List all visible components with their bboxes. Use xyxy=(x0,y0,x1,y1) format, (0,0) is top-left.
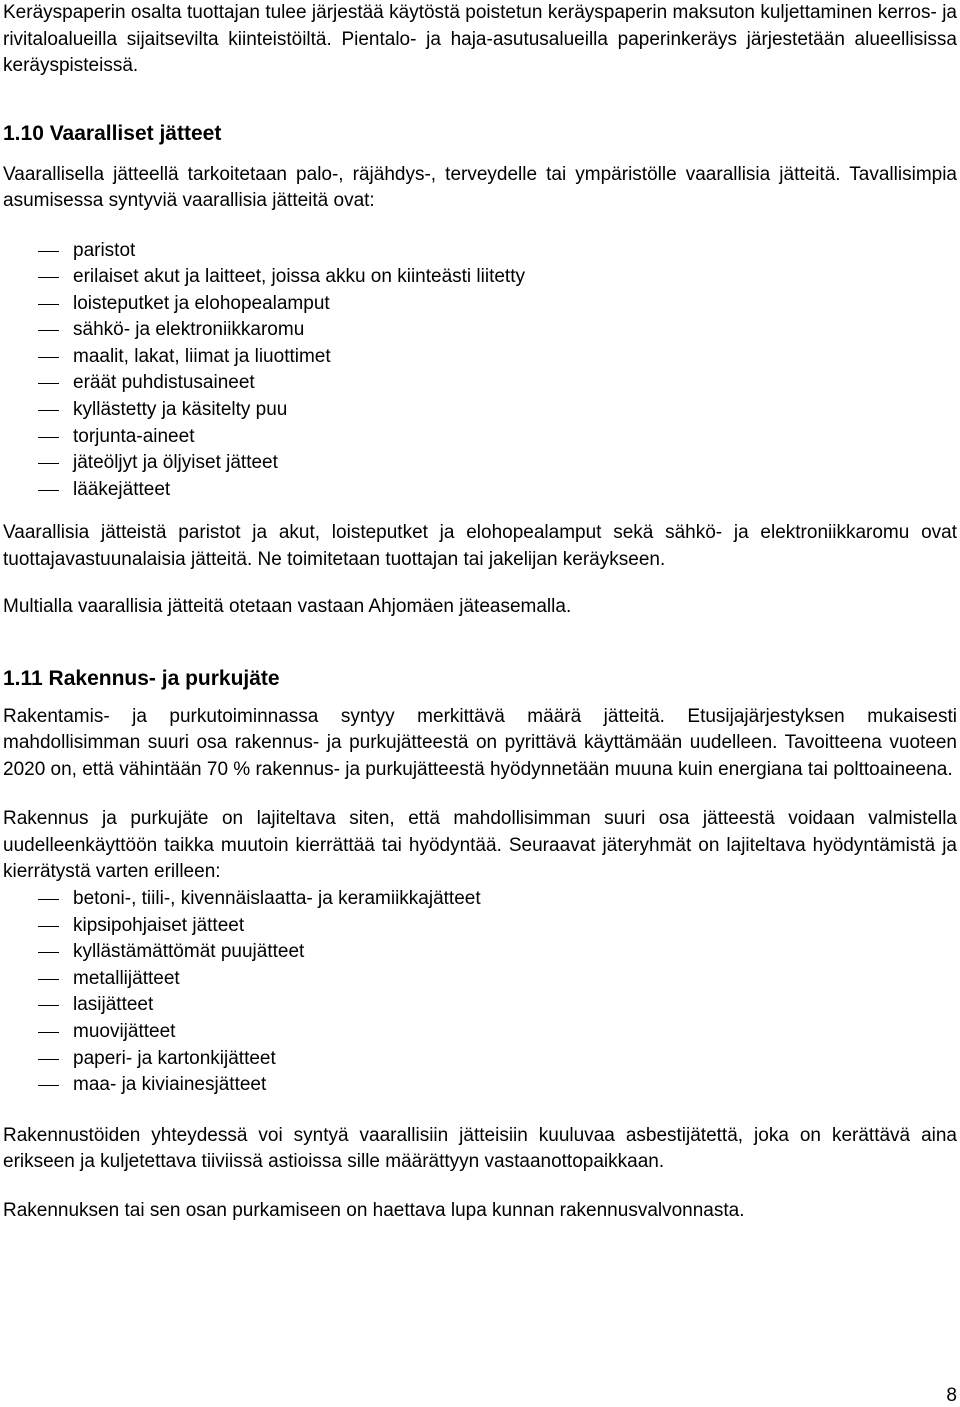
list-item-text: lääkejätteet xyxy=(73,478,171,500)
hazardous-waste-list xyxy=(3,238,957,504)
document-page xyxy=(3,0,957,1224)
construction-waste-paragraph: Rakentamis- ja purkutoiminnassa syntyy merkittävä määrä jätteitä. Etusijajärjestyksen mukaisesti mahdollisimman suuri osa rakennus- ja purkujätteestä on pyrittävä käyttämään uudelleen. Tavoitteena vuoteen 2020 on, että vähintään 70 % rakennus- ja purkujätteestä hyödynnetään muuna kuin energiana tai polttoaineena. xyxy=(3,705,957,780)
list-item xyxy=(3,886,957,913)
list-item-text: maalit, lakat, liimat ja liuottimet xyxy=(73,345,331,367)
dash-bullet-icon xyxy=(38,304,59,305)
list-item-text: betoni-, tiili-, kivennäislaatta- ja keramiikkajätteet xyxy=(73,887,481,909)
section-heading-1-11: 1.11 Rakennus- ja purkujäte xyxy=(3,666,280,690)
list-item-text: kyllästetty ja käsitelty puu xyxy=(73,399,288,421)
list-item xyxy=(3,1046,957,1073)
list-item xyxy=(3,397,957,424)
list-item-text: maa- ja kiviainesjätteet xyxy=(73,1074,267,1096)
dash-bullet-icon xyxy=(38,1059,59,1060)
list-item xyxy=(3,450,957,477)
dash-bullet-icon xyxy=(38,277,59,278)
list-item xyxy=(3,1072,957,1099)
collection-point-paragraph: Multialla vaarallisia jätteitä otetaan vastaan Ahjomäen jäteasemalla. xyxy=(3,596,572,618)
page-number: 8 xyxy=(946,1385,957,1406)
list-item-text: torjunta-aineet xyxy=(73,425,195,447)
list-item xyxy=(3,317,957,344)
list-item xyxy=(3,992,957,1019)
list-item xyxy=(3,1019,957,1046)
intro-paragraph: Keräyspaperin osalta tuottajan tulee järjestää käytöstä poistetun keräyspaperin maksuton kuljettaminen kerros- ja rivitaloalueilla sijaitsevilta kiinteistöiltä. Pientalo- ja haja-asutusalueilla paperinkeräys järjestetään alueellisissa keräyspisteissä. xyxy=(3,2,957,76)
hazardous-waste-intro-paragraph: Vaarallisella jätteellä tarkoitetaan palo-, räjähdys-, terveydelle tai ympäristölle vaarallisia jätteitä. Tavallisimpia asumisessa syntyviä vaarallisia jätteitä ovat: xyxy=(3,163,957,211)
dash-bullet-icon xyxy=(38,330,59,331)
list-item xyxy=(3,344,957,371)
dash-bullet-icon xyxy=(38,490,59,491)
list-item xyxy=(3,291,957,318)
list-item-text: eräät puhdistusaineet xyxy=(73,372,255,394)
list-item-text: muovijätteet xyxy=(73,1020,176,1042)
list-item xyxy=(3,264,957,291)
list-item-text: loisteputket ja elohopealamput xyxy=(73,292,330,314)
list-item xyxy=(3,424,957,451)
dash-bullet-icon xyxy=(38,1005,59,1006)
dash-bullet-icon xyxy=(38,463,59,464)
list-item xyxy=(3,238,957,265)
dash-bullet-icon xyxy=(38,979,59,980)
dash-bullet-icon xyxy=(38,383,59,384)
list-item-text: paperi- ja kartonkijätteet xyxy=(73,1047,276,1069)
asbestos-paragraph: Rakennustöiden yhteydessä voi syntyä vaarallisiin jätteisiin kuuluvaa asbestijätettä, joka on kerättävä aina erikseen ja kuljetettava tiiviissä astioissa sille määrättyyn vastaanottopaikkaan. xyxy=(3,1124,957,1173)
list-item xyxy=(3,939,957,966)
dash-bullet-icon xyxy=(38,1032,59,1033)
dash-bullet-icon xyxy=(38,1085,59,1086)
list-item-text: metallijätteet xyxy=(73,967,180,989)
demolition-permit-paragraph: Rakennuksen tai sen osan purkamiseen on haettava lupa kunnan rakennusvalvonnasta. xyxy=(3,1199,745,1221)
dash-bullet-icon xyxy=(38,410,59,411)
sorting-paragraph: Rakennus ja purkujäte on lajiteltava siten, että mahdollisimman suuri osa jätteestä voidaan valmistella uudelleenkäyttöön taikka muutoin kierrättää tai hyödyntää. Seuraavat jäteryhmät on lajiteltava hyödyntämistä ja kierrätystä varten erilleen: xyxy=(3,808,957,883)
dash-bullet-icon xyxy=(38,952,59,953)
section-heading-1-10: 1.10 Vaaralliset jätteet xyxy=(3,121,222,145)
list-item-text: jäteöljyt ja öljyiset jätteet xyxy=(73,452,278,474)
dash-bullet-icon xyxy=(38,251,59,252)
list-item-text: paristot xyxy=(73,239,136,261)
list-item-text: kipsipohjaiset jätteet xyxy=(73,914,245,936)
producer-responsibility-paragraph: Vaarallisia jätteistä paristot ja akut, loisteputket ja elohopealamput sekä sähkö- ja elektroniikkaromu ovat tuottajavastuunalaisia jätteitä. Ne toimitetaan tuottajan tai jakelijan keräykseen. xyxy=(3,522,957,570)
list-item-text: kyllästämättömät puujätteet xyxy=(73,941,305,963)
dash-bullet-icon xyxy=(38,357,59,358)
list-item-text: sähkö- ja elektroniikkaromu xyxy=(73,319,305,341)
list-item xyxy=(3,477,957,504)
list-item-text: erilaiset akut ja laitteet, joissa akku on kiinteästi liitetty xyxy=(73,266,525,288)
construction-waste-list xyxy=(3,886,957,1099)
list-item xyxy=(3,370,957,397)
list-item xyxy=(3,966,957,993)
list-item xyxy=(3,913,957,940)
dash-bullet-icon xyxy=(38,926,59,927)
list-item-text: lasijätteet xyxy=(73,994,154,1016)
dash-bullet-icon xyxy=(38,899,59,900)
dash-bullet-icon xyxy=(38,437,59,438)
